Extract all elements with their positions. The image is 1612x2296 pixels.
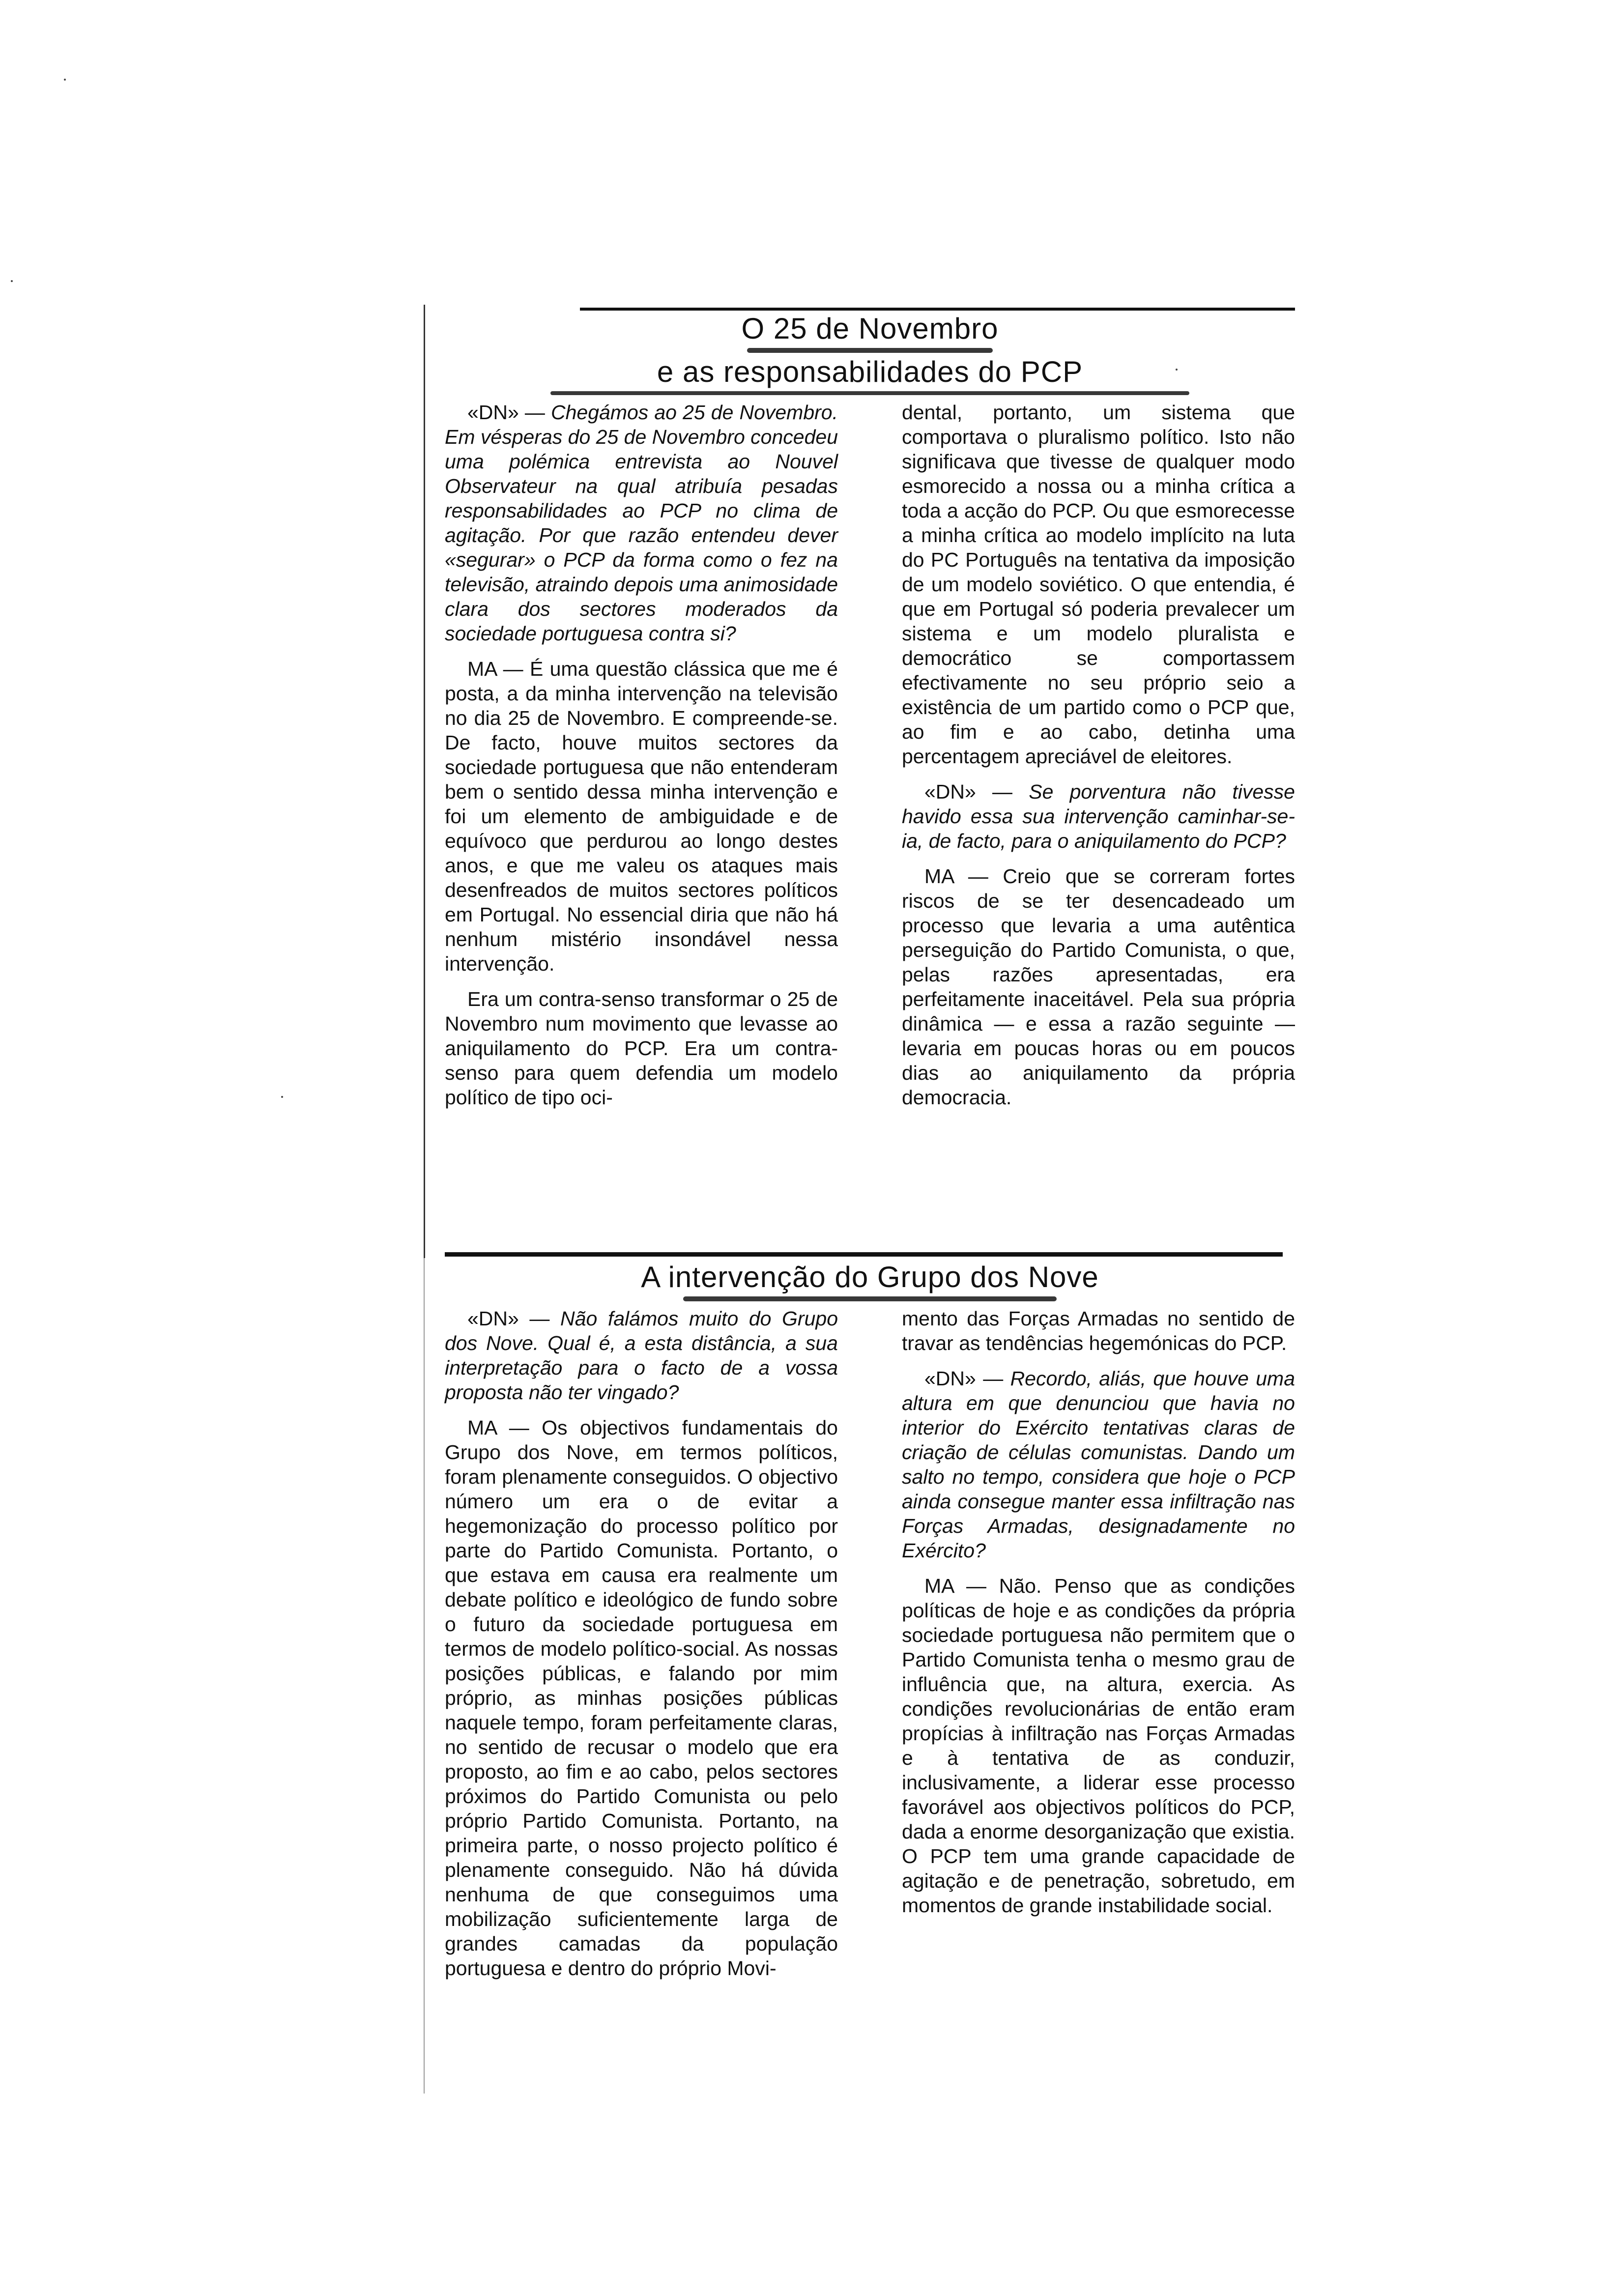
article-2-right-column <box>902 1306 1295 1991</box>
answer-paragraph: MA — Creio que se correram fortes riscos de se ter desencadeado um processo que levaria a uma autêntica perseguição do Partido Comunista, o que, pelas razões apresentadas, era perfeitamente inaceitável. Pela sua própria dinâmica — e essa a razão seguinte — levaria em poucas horas ou em poucos dias ao aniquilamento da própria democracia. <box>902 865 1295 1109</box>
answer-paragraph: MA — Não. Penso que as condições políticas de hoje e as condições da própria sociedade portuguesa não permitem que o Partido Comunista tenha o mesmo grau de influência que, na altura, exercia. As condições revolucionárias de então eram propícias à infiltração nas Forças Armadas e à tentativa de as conduzir, inclusivamente, a liderar esse processo favorável aos objectivos políticos do PCP, dada a enorme desorganização que existia. O PCP tem uma grande capacidade de agitação e de penetração, sobretudo, em momentos de grande instabilidade social. <box>902 1575 1295 1917</box>
scan-speck <box>281 1096 283 1098</box>
article-2-left-column <box>445 1306 838 1991</box>
article-2-title: A intervenção do Grupo dos Nove <box>641 1261 1099 1293</box>
article-1 <box>445 310 1295 1120</box>
question-paragraph: «DN» — Se porventura não tivesse havido essa sua intervenção caminhar-se-ia, de facto, para o aniquilamento do PCP? <box>902 780 1295 852</box>
article-1-title-line1: O 25 de Novembro <box>741 312 999 345</box>
clip-left-border <box>424 305 425 1258</box>
answer-paragraph: Era um contra-senso transformar o 25 de Novembro num movimento que levasse ao aniquilamento do PCP. Era um contra-senso para quem defendia um modelo político de tipo oci- <box>445 988 838 1109</box>
answer-continuation: dental, portanto, um sistema que comportava o pluralismo político. Isto não significava que tivesse de qualquer modo esmorecido a nossa ou a minha crítica a toda a acção do PCP. Ou que esmorecesse a minha crítica ao modelo implícito na luta do PC Português na tentativa da imposição de um modelo soviético. O que entendia, é que em Portugal só poderia prevalecer um sistema e um modelo pluralista e democrático se comportassem efectivamente no seu próprio seio a existência de um partido como o PCP que, ao fim e ao cabo, detinha uma percentagem apreciável de eleitores. <box>902 401 1295 768</box>
answer-continuation: mento das Forças Armadas no sentido de travar as tendências hegemónicas do PCP. <box>902 1307 1295 1354</box>
article-1-right-column <box>902 400 1295 1120</box>
question-paragraph: «DN» — Chegámos ao 25 de Novembro. Em vésperas do 25 de Novembro concedeu uma polémica entrevista ao Nouvel Observateur na qual atribuía pesadas responsabilidades ao PCP no clima de agitação. Por que razão entendeu dever «segurar» o PCP da forma como o fez na televisão, atraindo depois uma animosidade clara dos sectores moderados da sociedade portuguesa contra si? <box>445 401 838 645</box>
section-divider-rule <box>445 1252 1283 1257</box>
question-paragraph: «DN» — Não falámos muito do Grupo dos Nove. Qual é, a esta distância, a sua interpretação para o facto de a vossa proposta não ter vingado? <box>445 1307 838 1404</box>
article-2 <box>445 1258 1295 1991</box>
question-paragraph: «DN» — Recordo, aliás, que houve uma altura em que denunciou que havia no interior do Exército tentativas claras de criação de células comunistas. Dando um salto no tempo, considera que hoje o PCP ainda consegue manter essa infiltração nas Forças Armadas, designadamente no Exército? <box>902 1367 1295 1562</box>
article-1-left-column <box>445 400 838 1120</box>
title-underline-mark <box>747 348 993 353</box>
title-underline-mark <box>550 391 1189 395</box>
article-1-title-line2: e as responsabilidades do PCP <box>657 355 1083 388</box>
scan-speck <box>64 79 66 81</box>
title-underline-mark <box>683 1296 1057 1301</box>
clip-left-border-lower <box>424 1258 425 2094</box>
answer-paragraph: MA — É uma questão clássica que me é posta, a da minha intervenção na televisão no dia 25 de Novembro. E compreende-se. De facto, houve muitos sectores da sociedade portuguesa que não entenderam bem o sentido dessa minha intervenção e foi um elemento de ambiguidade e de equívoco que perdurou ao longo destes anos, e que me valeu os ataques mais desenfreados de muitos sectores políticos em Portugal. No essencial diria que não há nenhum mistério insondável nessa intervenção. <box>445 658 838 975</box>
scan-speck <box>11 280 13 282</box>
answer-paragraph: MA — Os objectivos fundamentais do Grupo dos Nove, em termos políticos, foram plenamente conseguidos. O objectivo número um era o de evitar a hegemonização do processo político por parte do Partido Comunista. Portanto, o que estava em causa era realmente um debate político e ideológico de fundo sobre o futuro da sociedade portuguesa em termos de modelo político-social. As nossas posições públicas, e falando por mim próprio, as minhas posições públicas naquele tempo, foram perfeitamente claras, no sentido de recusar o modelo que era proposto, ao fim e ao cabo, pelos sectores próximos do Partido Comunista ou pelo próprio Partido Comunista. Portanto, na primeira parte, o nosso projecto político é plenamente conseguido. Não há dúvida nenhuma de que conseguimos uma mobilização suficientemente larga de grandes camadas da população portuguesa e dentro do próprio Movi- <box>445 1416 838 1980</box>
